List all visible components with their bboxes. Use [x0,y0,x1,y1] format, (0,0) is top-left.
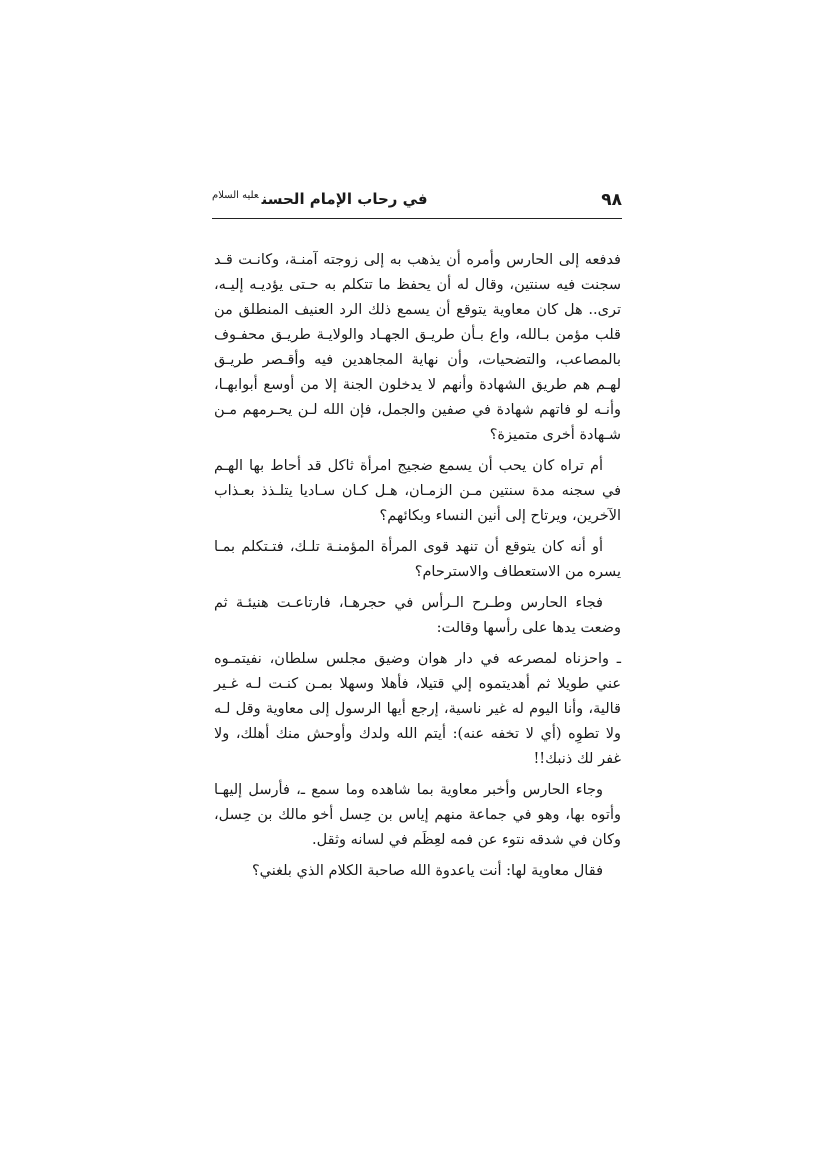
paragraph-4: فجاء الحارس وطـرح الـرأس في حجرهـا، فارتاعـت هنيئـة ثم وضعت يدها على رأسها وقالت: [214,595,621,636]
header-rule [212,218,622,219]
paragraph-1: فدفعه إلى الحارس وأمره أن يذهب به إلى زوجته آمنـة، وكانـت قـد سجنت فيه سنتين، وقال له أن يحفظ ما تتكلم به حـتى يؤديـه إليـه، ترى.. هل كان معاوية يتوقع أن يسمع ذلك الرد العنيف المنطلق من قلب مؤمن بـالله، واع بـأن طريـق الجهـاد والولايـة طريـق محفـوف بالمصاعب، والتضحيات، وأن نهاية المجاهدين فيه وأقـصر طريـق لهـم هم طريق الشهادة وأنهم لا يدخلون الجنة إلا من أوسع أبوابهـا، وأنـه لو فاتهم شهادة في صفين والجمل، فإن الله لـن يحـرمهم مـن شـهادة أخرى متميزة؟ [214,252,621,443]
paragraph-3: أو أنه كان يتوقع أن تنهد قوى المرأة المؤمنـة تلـك، فتـتكلم بمـا يسره من الاستعطاف والاسترحام؟ [214,539,621,580]
paragraph-5: ـ واحزناه لمصرعه في دار هوان وضيق مجلس سلطان، نفيتمـوه عني طويلا ثم أهديتموه إلي قتيلا، فأهلا وسهلا بمـن كنـت لـه غـير قالية، وأنا اليوم له غير ناسية، إرجع أيها الرسول إلى معاوية وقل لـه ولا تطوِه (أي لا تخفه عنه): أيتم الله ولدك وأوحش منك أهلك، ولا غفر لك ذنبك!! [214,651,621,767]
honorific-mark: عليه السلام [212,190,259,201]
body-text [214,248,621,890]
running-head [212,190,428,208]
paragraph-7: فقال معاوية لها: أنت ياعدوة الله صاحبة الكلام الذي بلغني؟ [251,863,603,879]
paragraph-6: وجاء الحارس وأخبر معاوية بما شاهده وما سمع ـ، فأرسل إليهـا وأتوه بها، وهو في جماعة منهم إياس بن حِسل أخو مالك بن حِسل، وكان في شدقه نتوء عن فمه لعِظَم في لسانه وثقل. [214,782,621,848]
page-header [212,188,622,218]
paragraph-2: أم تراه كان يحب أن يسمع ضجيج امرأة ثاكل قد أحاط بها الهـم في سجنه مدة سنتين مـن الزمـان، هـل كـان سـاديا يتلـذذ بعـذاب الآخرين، ويرتاح إلى أنين النساء وبكائهم؟ [214,458,621,524]
page-number: ٩٨ [601,190,622,210]
running-head-title: في رحاب الإمام الحسن [261,190,428,208]
